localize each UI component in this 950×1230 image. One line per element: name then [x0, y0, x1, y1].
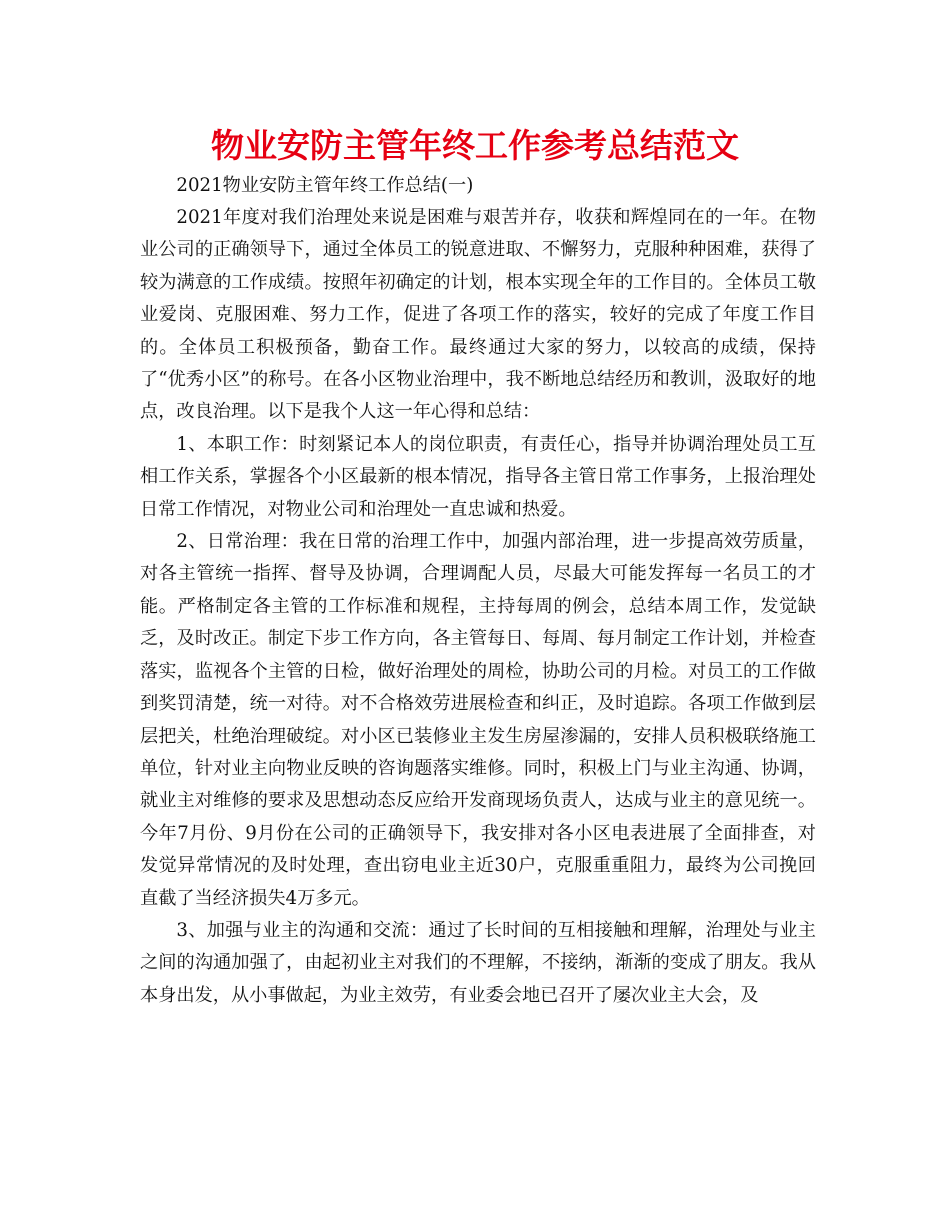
paragraph-daily-management: 2、日常治理：我在日常的治理工作中，加强内部治理，进一步提高效劳质量，对各主管统一指挥、督导及协调，合理调配人员，尽最大可能发挥每一名员工的才能。严格制定各主管的工作标准和规程，主持每周的例会，总结本周工作，发觉缺乏，及时改正。制定下步工作方向，各主管每日、每周、每月制定工作计划，并检查落实，监视各个主管的日检，做好治理处的周检，协助公司的月检。对员工的工作做到奖罚清楚，统一对待。对不合格效劳进展检查和纠正，及时追踪。各项工作做到层层把关，杜绝治理破绽。对小区已装修业主发生房屋渗漏的，安排人员积极联络施工单位，针对业主向物业反映的咨询题落实维修。同时，积极上门与业主沟通、协调，就业主对维修的要求及思想动态反应给开发商现场负责人，达成与业主的意见统一。今年7月份、9月份在公司的正确领导下，我安排对各小区电表进展了全面排查，对发觉异常情况的及时处理，查出窃电业主近30户，克服重重阻力，最终为公司挽回直截了当经济损失4万多元。	[140, 531, 816, 909]
paragraph-intro: 2021年度对我们治理处来说是困难与艰苦并存，收获和辉煌同在的一年。在物业公司的正确领导下，通过全体员工的锐意进取、不懈努力，克服种种困难，获得了较为满意的工作成绩。按照年初确定的计划，根本实现全年的工作目的。全体员工敬业爱岗、克服困难、努力工作，促进了各项工作的落实，较好的完成了年度工作目的。全体员工积极预备，勤奋工作。最终通过大家的努力，以较高的成绩，保持了“优秀小区”的称号。在各小区物业治理中，我不断地总结经历和教训，汲取好的地点，改良治理。以下是我个人这一年心得和总结：	[140, 207, 816, 423]
document-body	[140, 170, 816, 1012]
paragraph-owner-communication: 3、加强与业主的沟通和交流：通过了长时间的互相接触和理解，治理处与业主之间的沟通加强了，由起初业主对我们的不理解，不接纳，渐渐的变成了朋友。我从本身出发，从小事做起，为业主效劳，有业委会地已召开了屡次业主大会，及	[140, 919, 816, 1006]
document-subtitle: 2021物业安防主管年终工作总结(一)	[176, 175, 474, 196]
paragraph-duty: 1、本职工作：时刻紧记本人的岗位职责，有责任心，指导并协调治理处员工互相工作关系，掌握各个小区最新的根本情况，指导各主管日常工作事务，上报治理处日常工作情况，对物业公司和治理处一直忠诚和热爱。	[140, 433, 816, 520]
document-title: 物业安防主管年终工作参考总结范文	[211, 126, 739, 165]
